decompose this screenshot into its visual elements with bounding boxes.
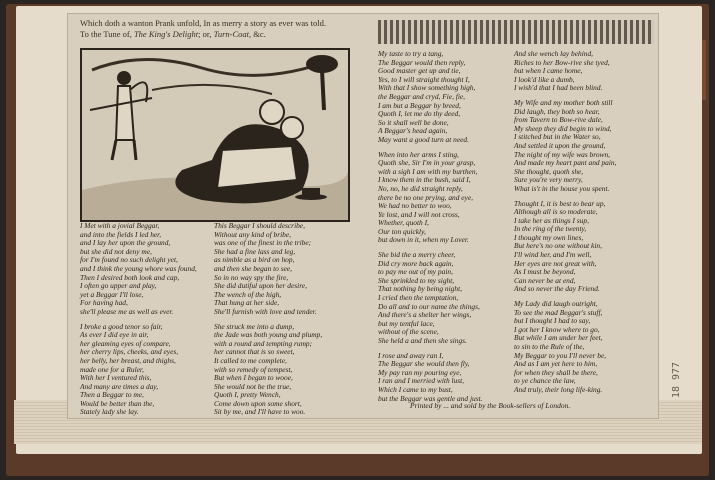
verse-line: I often go upper and play, (80, 281, 157, 291)
stanza (514, 50, 648, 93)
verse-line: Good master get up and tie, (378, 66, 461, 76)
verse-line: And as I am yet here to him, (514, 359, 598, 369)
verse-line: That nothing by being night, (378, 284, 462, 294)
verse-line: I take her as things I sup, (514, 215, 589, 225)
verse-line: Did cry more back again, (378, 258, 454, 268)
verse-line: and then she began to see, (214, 263, 292, 273)
verse-line: but she did not deny me, (80, 246, 152, 256)
verse-line: I rose and away ran I, (378, 350, 444, 360)
verse-line: and I lay her upon the ground, (80, 238, 171, 248)
verse-line: I cried then the temptation, (378, 293, 459, 303)
verse-line: the Jade was both young and plump, (214, 330, 323, 340)
verse-line: But while I am under her feet, (514, 333, 603, 343)
tune-name-2: Turn-Coat (213, 29, 250, 39)
verse-line: made one for a Ruler, (80, 364, 144, 374)
verse-line: She'll furnish with love and tender. (214, 306, 317, 316)
verse-line: there be no one prying, and eye, (378, 192, 473, 202)
verse-line: with a sigh I am with my burthen, (378, 166, 478, 176)
verse-line: No, no, he did straight reply, (378, 183, 463, 193)
verse-line: Do all and to our name the things, (378, 301, 480, 311)
verse-line: Sit by me, and I'll have to woo. (214, 407, 306, 417)
verse-line: My Beggar to you I'll never be, (514, 350, 607, 360)
verse-line: I wish'd that I had been blind. (514, 83, 603, 93)
stanza (378, 352, 502, 404)
verse-line: This Beggar I should describe, (214, 221, 305, 230)
verse-line: The Beggar she would then fly, (378, 359, 470, 369)
verse-line: but down in it, when my Lover. (378, 235, 469, 245)
verse-line: and I think the young whore was found, (80, 263, 197, 273)
verse-line: What is't in the house you spent. (514, 183, 610, 193)
stanza (214, 323, 354, 418)
verse-line: When into her arms I sting, (378, 149, 459, 159)
verse-line: The wench of the high, (214, 289, 282, 299)
verse-line: I got her I know where to go, (514, 324, 600, 334)
verse-line: May want a good turn at need. (378, 134, 469, 144)
verse-line: And made my heart pant and pain, (514, 158, 617, 168)
verse-line: So it shall well be done, (378, 117, 449, 127)
verse-line: Whether, quoth I, (378, 218, 429, 228)
verse-line: she'll please me as well as ever. (80, 306, 174, 316)
stanza (514, 99, 648, 194)
imprint-line: Printed by ... and sold by the Book-sellers of London. (410, 401, 571, 410)
verse-line: Then a Beggar to me, (80, 390, 144, 400)
verse-line: As I must be beyond, (514, 267, 576, 277)
verse-line: I am but a Beggar by breed, (378, 100, 461, 110)
verse-line: Sure you're very merry, (514, 175, 583, 185)
verse-line: I'll wind her, and I'm well, (514, 250, 592, 260)
tune-or: ; or, (198, 29, 212, 39)
verse-line: But when I began to wooe, (214, 373, 293, 383)
verse-line: I Met with a jovial Beggar, (80, 221, 160, 230)
tune-line (80, 29, 370, 40)
verse-line: Can never be at end, (514, 275, 576, 285)
verse-line: Ye lost, and I will not cross, (378, 209, 460, 219)
verse-line: My Wife and my mother both still (514, 97, 613, 107)
verse-line: To see the mad Beggar's stuff, (514, 307, 603, 317)
tune-prefix: To the Tune of, (80, 29, 132, 39)
verse-line: In the ring of the twenty, (514, 224, 587, 234)
verse-line: And truly, their long life-king. (514, 384, 603, 394)
verse-line: for I'm found no such delight yet, (80, 255, 178, 265)
verse-line: Did laugh, they both so hear, (514, 106, 600, 116)
verse-line: She held a and then she sings. (378, 336, 467, 345)
verse-line: I thought my own lines, (514, 232, 584, 242)
verse-line: Then I desired both look and cap, (80, 272, 180, 282)
verse-line: We had no better to woo, (378, 201, 452, 211)
stanza (514, 300, 648, 395)
verse-line: The night of my wife was brown, (514, 149, 611, 159)
verse-line: With her I ventured this, (80, 373, 152, 383)
verse-line: With that I show something high, (378, 83, 476, 93)
verse-line: was one of the finest in the tribe; (214, 238, 312, 248)
verse-line: from Tavern to Bow-rive dale, (514, 115, 603, 125)
verse-line: Riches to her Bow-rive she tyed, (514, 57, 610, 67)
stanza (378, 251, 502, 346)
text-column-4 (514, 50, 648, 396)
verse-line: But here's no one without kin, (514, 241, 602, 251)
verse-line: to sin to the Rule of the, (514, 342, 585, 351)
verse-line: The Beggar would then reply, (378, 57, 466, 67)
verse-line: and into the fields I led her, (80, 229, 162, 239)
stanza (214, 222, 354, 317)
verse-line: but when I came home, (514, 66, 583, 76)
verse-line: I ran and I merried with lust, (378, 376, 465, 386)
verse-line: My pay ran my pouring eye, (378, 367, 462, 377)
verse-line: yet a Beggar I'll lose, (80, 289, 144, 299)
verse-line: She would not be the true, (214, 381, 292, 391)
text-column-2 (214, 221, 354, 417)
verse-line: Quoth I, pretty Wench, (214, 390, 281, 400)
stanza (514, 200, 648, 295)
verse-line: And there's a shelter her wings, (378, 310, 472, 320)
verse-line: A Beggar's head again, (378, 126, 448, 136)
stanza (378, 151, 502, 246)
verse-line: with so remedy of tempest, (214, 364, 293, 374)
verse-line: It called to me complete, (214, 355, 287, 365)
verse-line: So in no way spy the fire, (214, 272, 289, 282)
verse-line: her cannot that is so sweet, (214, 347, 295, 357)
verse-line: She had a fine lass and leg, (214, 246, 296, 256)
verse-line: Quoth she, Sir I'm in your grasp, (378, 158, 476, 168)
verse-line: She sprinkled to my sight, (378, 275, 455, 285)
stanza (80, 222, 210, 317)
verse-line: My taste to try a tang, (378, 49, 444, 58)
verse-line: And so never the day Friend. (514, 284, 600, 294)
verse-line: but the Beggar was gentle and just. (378, 393, 483, 403)
verse-line: She bid the a merry cheer, (378, 250, 456, 260)
shelf-mark: 18 977 (670, 361, 682, 399)
verse-line: to ye chance the law, (514, 376, 576, 386)
ballad-subtitle (80, 18, 370, 44)
verse-line: She struck me into a dump, (214, 321, 295, 331)
verse-line: As ever I did eye in air, (80, 330, 149, 340)
verse-line: to pay me out of my pain, (378, 267, 453, 277)
verse-line: Our ton quickly, (378, 226, 426, 236)
verse-line: without of the scene, (378, 327, 439, 337)
verse-line: Stately lady she lay. (80, 407, 139, 417)
verse-line: but I thought I had to say, (514, 316, 591, 326)
verse-line: with a round and tempting rump; (214, 338, 313, 348)
verse-line: the Beggar and cryd, Fie, fie, (378, 91, 466, 101)
verse-line: Yes, to I will straight thought I, (378, 74, 470, 84)
woodcut-illustration (80, 48, 350, 222)
text-column-1 (80, 221, 210, 417)
verse-line: She thought, quoth she, (514, 166, 584, 176)
verse-line: I know them in the bush, said I, (378, 175, 471, 185)
verse-line: her gleaming eyes of compare, (80, 338, 171, 348)
verse-line: her cherry lips, cheeks, and eyes, (80, 347, 179, 357)
subtitle-line: Which doth a wanton Prank unfold, In as merry a story as ever was told. (80, 18, 326, 28)
verse-line: I broke a good tenor so fair, (80, 321, 163, 331)
verse-line: Thought I, it is best to bear up, (514, 198, 606, 208)
tune-suffix: , &c. (249, 29, 266, 39)
verse-line: For having had, (80, 298, 128, 308)
verse-line: That hung at her side, (214, 298, 280, 308)
verse-line: My sheep they did begin to wind, (514, 123, 612, 133)
tune-name-1: The King's Delight (133, 29, 199, 39)
stanza (378, 50, 502, 145)
verse-line: Quoth I, let me do thy deed, (378, 109, 461, 119)
verse-line: Come down upon some short, (214, 398, 302, 408)
ornamental-border (378, 20, 654, 44)
verse-line: as nimble as a bird on hop, (214, 255, 295, 265)
verse-line: her belly, her breast, and thighs, (80, 355, 176, 365)
verse-line: Without any kind of bribe, (214, 229, 291, 239)
woodcut-image (82, 50, 348, 220)
stanza (80, 323, 210, 418)
verse-line: Her eyes are not great with, (514, 258, 597, 268)
verse-line: My Lady did laugh outright, (514, 299, 598, 309)
verse-line: I stitched but in the Water so, (514, 132, 601, 142)
verse-line: Although all is so moderate, (514, 207, 598, 217)
verse-line: I look'd like a dumb, (514, 74, 575, 84)
verse-line: Would be better than the, (80, 398, 155, 408)
verse-line: And she wench lay behind, (514, 49, 594, 58)
verse-line: And many are times a day, (80, 381, 159, 391)
verse-line: for when they shall be there, (514, 367, 598, 377)
verse-line: but my tentful lace, (378, 318, 435, 328)
verse-line: And settled it upon the ground, (514, 140, 606, 150)
verse-line: Which I came to my bust, (378, 384, 453, 394)
verse-line: She did dutiful upon her desire, (214, 281, 307, 291)
text-column-3 (378, 49, 502, 403)
